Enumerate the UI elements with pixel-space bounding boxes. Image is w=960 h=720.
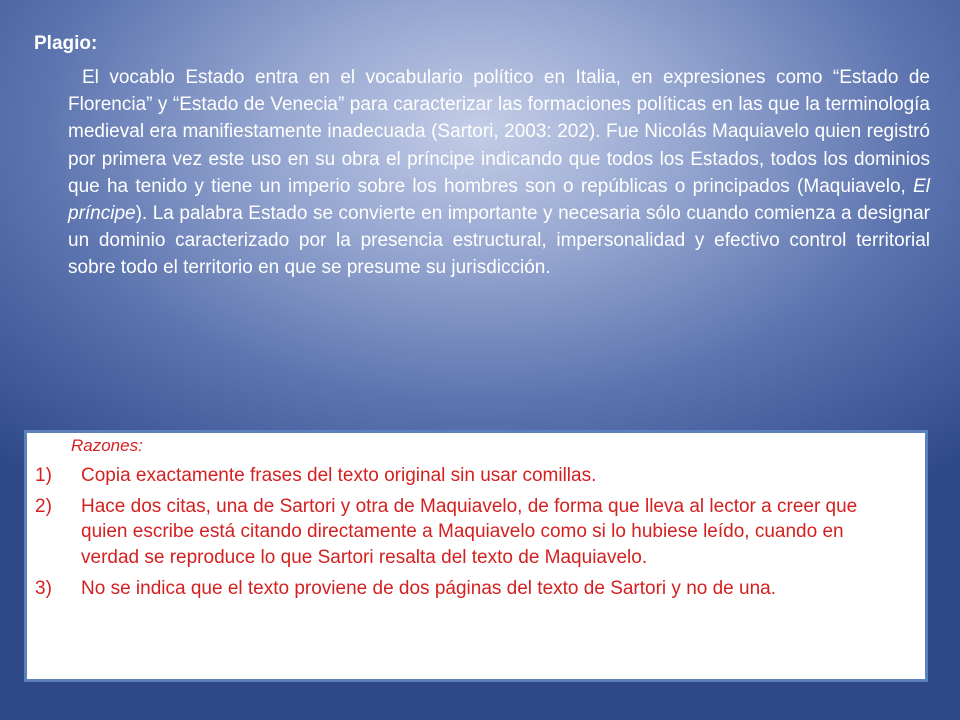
paragraph-italic-title: El príncipe <box>68 175 930 225</box>
reasons-heading: Razones: <box>71 436 143 455</box>
reason-number: 2) <box>35 496 52 518</box>
reason-item-3 <box>35 576 905 601</box>
paragraph-text-start: El vocablo Estado entra en el vocabulario político en Italia, en expresiones como “Estado de Florencia” y “Estado de Venecia” para caracterizar las formaciones políticas en las que la terminología medieval era manifiestamente inadecuada (Sartori, 2003: 202). Fue Nicolás Maquiavelo quien registró por primera vez este uso en su obra el príncipe indicando que todos los Estados, todos los dominios que ha tenido y tiene un imperio sobre los hombres son o repúblicas o principados (Maquiavelo, <box>68 67 930 197</box>
reason-number: 3) <box>35 577 52 599</box>
reason-item-1 <box>35 463 905 488</box>
reasons-box <box>24 430 928 682</box>
slide-title: Plagio: <box>34 33 98 54</box>
main-paragraph <box>68 64 930 282</box>
paragraph-text-end: ). La palabra Estado se convierte en importante y necesaria sólo cuando comienza a designar un dominio caracterizado por la presencia estructural, impersonalidad y efectivo control territorial sobre todo el territorio en que se presume su jurisdicción. <box>68 203 930 279</box>
reason-text: Copia exactamente frases del texto original sin usar comillas. <box>81 465 597 486</box>
reason-number: 1) <box>35 465 52 486</box>
reasons-list <box>35 463 905 607</box>
reason-text: Hace dos citas, una de Sartori y otra de Maquiavelo, de forma que lleva al lector a creer que quien escribe está citando directamente a Maquiavelo como si lo hubiese leído, cuando en verdad se reproduce lo que Sartori resalta del texto de Maquiavelo. <box>81 496 858 568</box>
reason-item-2 <box>35 494 905 570</box>
reason-text: No se indica que el texto proviene de dos páginas del texto de Sartori y no de una. <box>81 577 777 599</box>
